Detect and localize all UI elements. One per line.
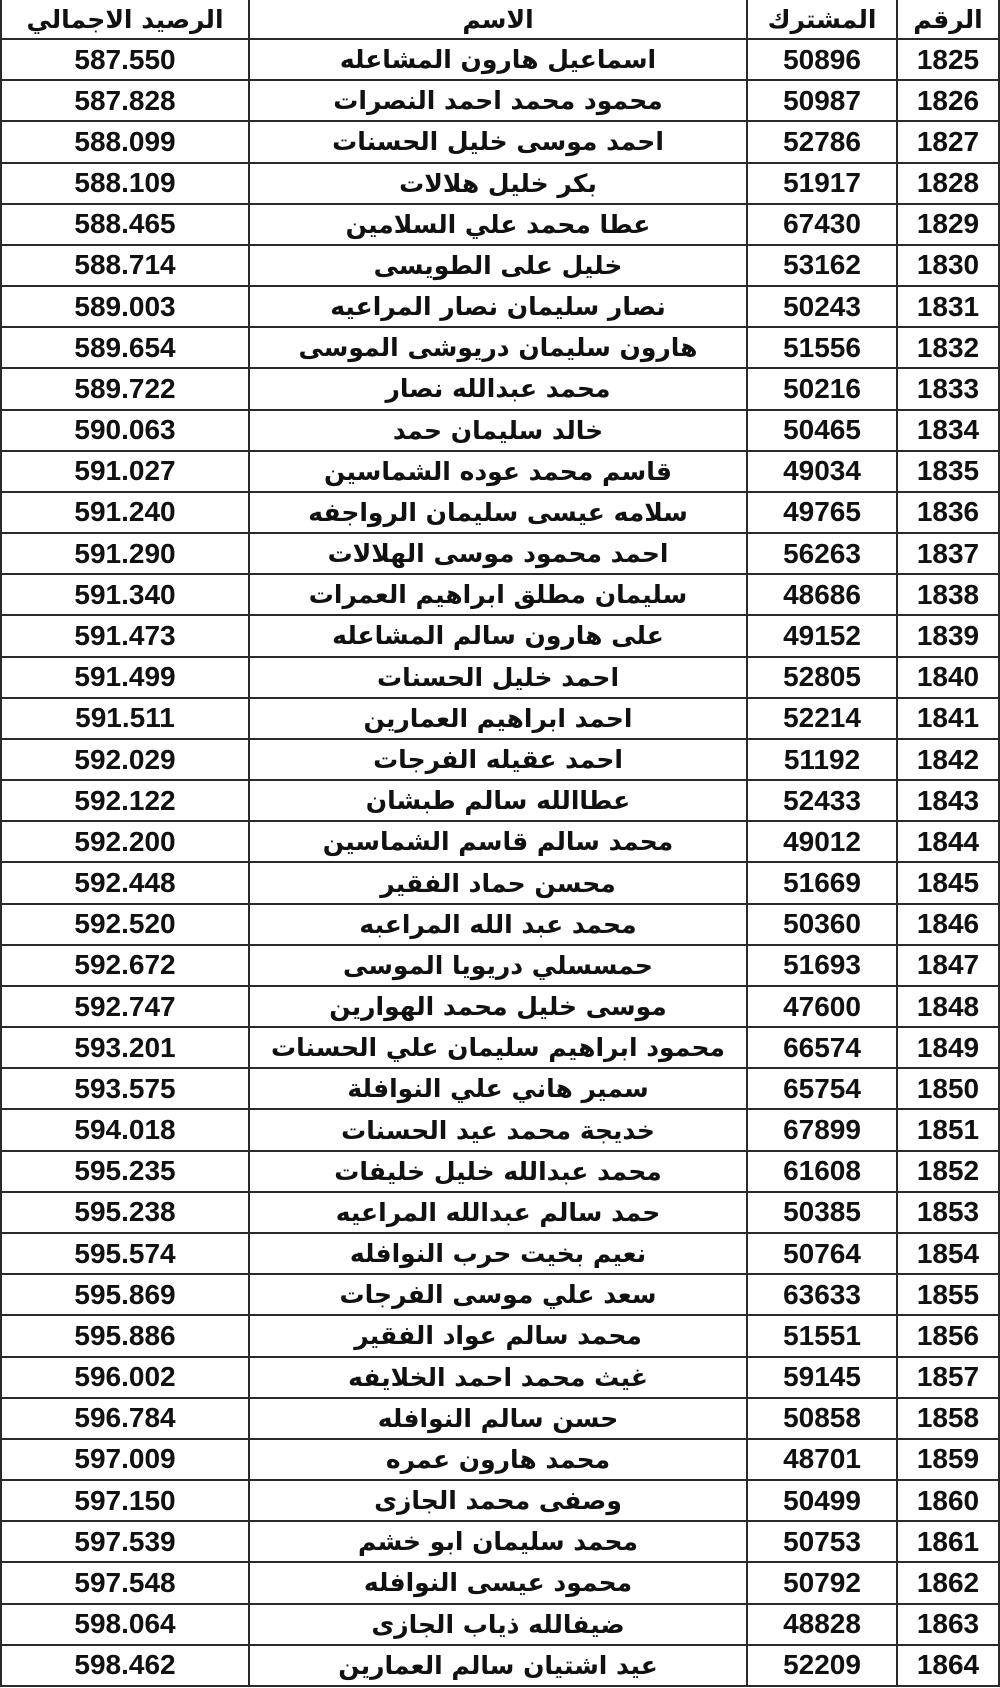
row-balance: 587.550 xyxy=(1,39,249,80)
row-name: هارون سليمان دريوشى الموسى xyxy=(249,327,747,368)
row-name: حمد سالم عبدالله المراعيه xyxy=(249,1192,747,1233)
row-name: محسن حماد الفقير xyxy=(249,862,747,903)
row-name: محمد سالم قاسم الشماسين xyxy=(249,821,747,862)
table-row xyxy=(1,368,999,409)
row-subscriber: 47600 xyxy=(747,986,897,1027)
table-row xyxy=(1,39,999,80)
row-name: خديجة محمد عيد الحسنات xyxy=(249,1109,747,1150)
table-row xyxy=(1,286,999,327)
row-subscriber: 50896 xyxy=(747,39,897,80)
table-row xyxy=(1,1233,999,1274)
row-name: عيد اشتيان سالم العمارين xyxy=(249,1645,747,1686)
row-name: محمد سالم عواد الفقير xyxy=(249,1315,747,1356)
row-balance: 588.465 xyxy=(1,204,249,245)
table-row xyxy=(1,821,999,862)
row-number: 1862 xyxy=(897,1562,999,1603)
row-balance: 597.539 xyxy=(1,1521,249,1562)
header-balance: الرصيد الاجمالي xyxy=(1,0,249,39)
row-subscriber: 49765 xyxy=(747,492,897,533)
row-number: 1846 xyxy=(897,904,999,945)
header-row xyxy=(1,0,999,39)
row-name: عطا محمد علي السلامين xyxy=(249,204,747,245)
table-row xyxy=(1,1480,999,1521)
table-row xyxy=(1,945,999,986)
row-subscriber: 48686 xyxy=(747,574,897,615)
row-subscriber: 49152 xyxy=(747,615,897,656)
row-name: احمد عقيله الفرجات xyxy=(249,739,747,780)
row-name: محمود ابراهيم سليمان علي الحسنات xyxy=(249,1027,747,1068)
row-subscriber: 50753 xyxy=(747,1521,897,1562)
row-balance: 589.722 xyxy=(1,368,249,409)
row-number: 1836 xyxy=(897,492,999,533)
row-balance: 592.122 xyxy=(1,780,249,821)
row-name: محمد عبد الله المراعبه xyxy=(249,904,747,945)
row-subscriber: 61608 xyxy=(747,1151,897,1192)
table-row xyxy=(1,1645,999,1686)
row-number: 1849 xyxy=(897,1027,999,1068)
table-row xyxy=(1,1068,999,1109)
row-balance: 588.099 xyxy=(1,121,249,162)
row-balance: 591.511 xyxy=(1,698,249,739)
row-name: قاسم محمد عوده الشماسين xyxy=(249,451,747,492)
row-name: عطاالله سالم طبشان xyxy=(249,780,747,821)
row-name: محمد عبدالله خليل خليفات xyxy=(249,1151,747,1192)
row-balance: 589.654 xyxy=(1,327,249,368)
table-row xyxy=(1,739,999,780)
row-number: 1837 xyxy=(897,533,999,574)
row-number: 1844 xyxy=(897,821,999,862)
row-number: 1825 xyxy=(897,39,999,80)
row-name: احمد خليل الحسنات xyxy=(249,657,747,698)
row-balance: 594.018 xyxy=(1,1109,249,1150)
row-number: 1838 xyxy=(897,574,999,615)
row-number: 1858 xyxy=(897,1398,999,1439)
header-name: الاسم xyxy=(249,0,747,39)
table-row xyxy=(1,121,999,162)
row-subscriber: 51192 xyxy=(747,739,897,780)
row-subscriber: 49034 xyxy=(747,451,897,492)
row-number: 1857 xyxy=(897,1357,999,1398)
row-number: 1856 xyxy=(897,1315,999,1356)
row-subscriber: 56263 xyxy=(747,533,897,574)
row-subscriber: 63633 xyxy=(747,1274,897,1315)
row-balance: 593.575 xyxy=(1,1068,249,1109)
table-row xyxy=(1,451,999,492)
row-balance: 591.473 xyxy=(1,615,249,656)
table-row xyxy=(1,410,999,451)
row-subscriber: 51917 xyxy=(747,163,897,204)
table-row xyxy=(1,1315,999,1356)
row-balance: 595.235 xyxy=(1,1151,249,1192)
row-subscriber: 49012 xyxy=(747,821,897,862)
row-number: 1863 xyxy=(897,1604,999,1645)
row-subscriber: 67899 xyxy=(747,1109,897,1150)
row-balance: 595.869 xyxy=(1,1274,249,1315)
table-row xyxy=(1,1357,999,1398)
row-balance: 595.574 xyxy=(1,1233,249,1274)
row-number: 1843 xyxy=(897,780,999,821)
row-number: 1832 xyxy=(897,327,999,368)
row-balance: 592.029 xyxy=(1,739,249,780)
row-number: 1850 xyxy=(897,1068,999,1109)
row-balance: 595.238 xyxy=(1,1192,249,1233)
row-subscriber: 48701 xyxy=(747,1439,897,1480)
row-subscriber: 48828 xyxy=(747,1604,897,1645)
row-number: 1829 xyxy=(897,204,999,245)
row-balance: 592.747 xyxy=(1,986,249,1027)
row-balance: 591.290 xyxy=(1,533,249,574)
row-subscriber: 50360 xyxy=(747,904,897,945)
table-row xyxy=(1,80,999,121)
row-name: سمير هاني علي النوافلة xyxy=(249,1068,747,1109)
row-balance: 590.063 xyxy=(1,410,249,451)
row-balance: 591.499 xyxy=(1,657,249,698)
row-subscriber: 59145 xyxy=(747,1357,897,1398)
table-row xyxy=(1,657,999,698)
row-name: على هارون سالم المشاعله xyxy=(249,615,747,656)
row-number: 1840 xyxy=(897,657,999,698)
row-subscriber: 50216 xyxy=(747,368,897,409)
table-row xyxy=(1,698,999,739)
row-number: 1827 xyxy=(897,121,999,162)
table-row xyxy=(1,904,999,945)
row-subscriber: 51693 xyxy=(747,945,897,986)
row-name: حمسسلي دريويا الموسى xyxy=(249,945,747,986)
row-name: حسن سالم النوافله xyxy=(249,1398,747,1439)
row-number: 1855 xyxy=(897,1274,999,1315)
row-name: سلامه عيسى سليمان الرواجفه xyxy=(249,492,747,533)
table-row xyxy=(1,492,999,533)
row-subscriber: 51669 xyxy=(747,862,897,903)
row-number: 1831 xyxy=(897,286,999,327)
row-number: 1860 xyxy=(897,1480,999,1521)
row-number: 1847 xyxy=(897,945,999,986)
row-name: محمود محمد احمد النصرات xyxy=(249,80,747,121)
row-name: نصار سليمان نصار المراعيه xyxy=(249,286,747,327)
row-balance: 598.462 xyxy=(1,1645,249,1686)
row-name: سعد علي موسى الفرجات xyxy=(249,1274,747,1315)
row-name: ضيفالله ذياب الجازى xyxy=(249,1604,747,1645)
row-balance: 592.200 xyxy=(1,821,249,862)
row-balance: 595.886 xyxy=(1,1315,249,1356)
row-name: احمد موسى خليل الحسنات xyxy=(249,121,747,162)
row-subscriber: 52433 xyxy=(747,780,897,821)
row-balance: 598.064 xyxy=(1,1604,249,1645)
table-row xyxy=(1,1439,999,1480)
row-balance: 589.003 xyxy=(1,286,249,327)
row-name: محمد سليمان ابو خشم xyxy=(249,1521,747,1562)
row-subscriber: 53162 xyxy=(747,245,897,286)
table-row xyxy=(1,1151,999,1192)
table-row xyxy=(1,1604,999,1645)
row-number: 1842 xyxy=(897,739,999,780)
header-number: الرقم xyxy=(897,0,999,39)
row-number: 1834 xyxy=(897,410,999,451)
row-name: بكر خليل هلالات xyxy=(249,163,747,204)
row-number: 1828 xyxy=(897,163,999,204)
row-number: 1859 xyxy=(897,1439,999,1480)
row-subscriber: 50243 xyxy=(747,286,897,327)
row-name: سليمان مطلق ابراهيم العمرات xyxy=(249,574,747,615)
table-row xyxy=(1,533,999,574)
row-subscriber: 50792 xyxy=(747,1562,897,1603)
table-body xyxy=(1,39,999,1686)
row-name: موسى خليل محمد الهوارين xyxy=(249,986,747,1027)
row-name: احمد محمود موسى الهلالات xyxy=(249,533,747,574)
row-number: 1852 xyxy=(897,1151,999,1192)
row-name: اسماعيل هارون المشاعله xyxy=(249,39,747,80)
row-name: غيث محمد احمد الخلايفه xyxy=(249,1357,747,1398)
table-row xyxy=(1,327,999,368)
row-balance: 596.002 xyxy=(1,1357,249,1398)
table-row xyxy=(1,1109,999,1150)
row-balance: 591.340 xyxy=(1,574,249,615)
row-number: 1835 xyxy=(897,451,999,492)
table-row xyxy=(1,1398,999,1439)
row-number: 1826 xyxy=(897,80,999,121)
table-row xyxy=(1,1192,999,1233)
row-balance: 596.784 xyxy=(1,1398,249,1439)
table-row xyxy=(1,986,999,1027)
row-subscriber: 50858 xyxy=(747,1398,897,1439)
row-number: 1848 xyxy=(897,986,999,1027)
row-subscriber: 50987 xyxy=(747,80,897,121)
row-name: محمد هارون عمره xyxy=(249,1439,747,1480)
row-subscriber: 50764 xyxy=(747,1233,897,1274)
row-subscriber: 52805 xyxy=(747,657,897,698)
row-balance: 592.448 xyxy=(1,862,249,903)
row-number: 1864 xyxy=(897,1645,999,1686)
row-number: 1839 xyxy=(897,615,999,656)
row-balance: 588.109 xyxy=(1,163,249,204)
table-row xyxy=(1,204,999,245)
header-subscriber: المشترك xyxy=(747,0,897,39)
table-row xyxy=(1,780,999,821)
table-row xyxy=(1,1521,999,1562)
row-subscriber: 50465 xyxy=(747,410,897,451)
row-balance: 588.714 xyxy=(1,245,249,286)
row-subscriber: 50385 xyxy=(747,1192,897,1233)
row-subscriber: 52786 xyxy=(747,121,897,162)
table-row xyxy=(1,862,999,903)
row-balance: 592.520 xyxy=(1,904,249,945)
table-row xyxy=(1,1562,999,1603)
table-row xyxy=(1,1027,999,1068)
table-row xyxy=(1,574,999,615)
row-balance: 591.240 xyxy=(1,492,249,533)
row-name: خليل على الطويسى xyxy=(249,245,747,286)
row-subscriber: 51556 xyxy=(747,327,897,368)
row-name: خالد سليمان حمد xyxy=(249,410,747,451)
row-balance: 597.150 xyxy=(1,1480,249,1521)
table-row xyxy=(1,163,999,204)
row-balance: 591.027 xyxy=(1,451,249,492)
row-balance: 597.009 xyxy=(1,1439,249,1480)
row-subscriber: 65754 xyxy=(747,1068,897,1109)
table-row xyxy=(1,245,999,286)
row-number: 1853 xyxy=(897,1192,999,1233)
row-balance: 597.548 xyxy=(1,1562,249,1603)
row-number: 1841 xyxy=(897,698,999,739)
row-balance: 587.828 xyxy=(1,80,249,121)
row-name: وصفى محمد الجازى xyxy=(249,1480,747,1521)
row-name: احمد ابراهيم العمارين xyxy=(249,698,747,739)
row-number: 1851 xyxy=(897,1109,999,1150)
row-subscriber: 51551 xyxy=(747,1315,897,1356)
row-subscriber: 67430 xyxy=(747,204,897,245)
row-name: نعيم بخيت حرب النوافله xyxy=(249,1233,747,1274)
row-subscriber: 52214 xyxy=(747,698,897,739)
row-number: 1830 xyxy=(897,245,999,286)
row-balance: 592.672 xyxy=(1,945,249,986)
row-number: 1854 xyxy=(897,1233,999,1274)
row-name: محمود عيسى النوافله xyxy=(249,1562,747,1603)
row-number: 1833 xyxy=(897,368,999,409)
row-number: 1861 xyxy=(897,1521,999,1562)
row-subscriber: 52209 xyxy=(747,1645,897,1686)
table-row xyxy=(1,1274,999,1315)
row-number: 1845 xyxy=(897,862,999,903)
row-subscriber: 50499 xyxy=(747,1480,897,1521)
table-row xyxy=(1,615,999,656)
row-subscriber: 66574 xyxy=(747,1027,897,1068)
row-name: محمد عبدالله نصار xyxy=(249,368,747,409)
row-balance: 593.201 xyxy=(1,1027,249,1068)
